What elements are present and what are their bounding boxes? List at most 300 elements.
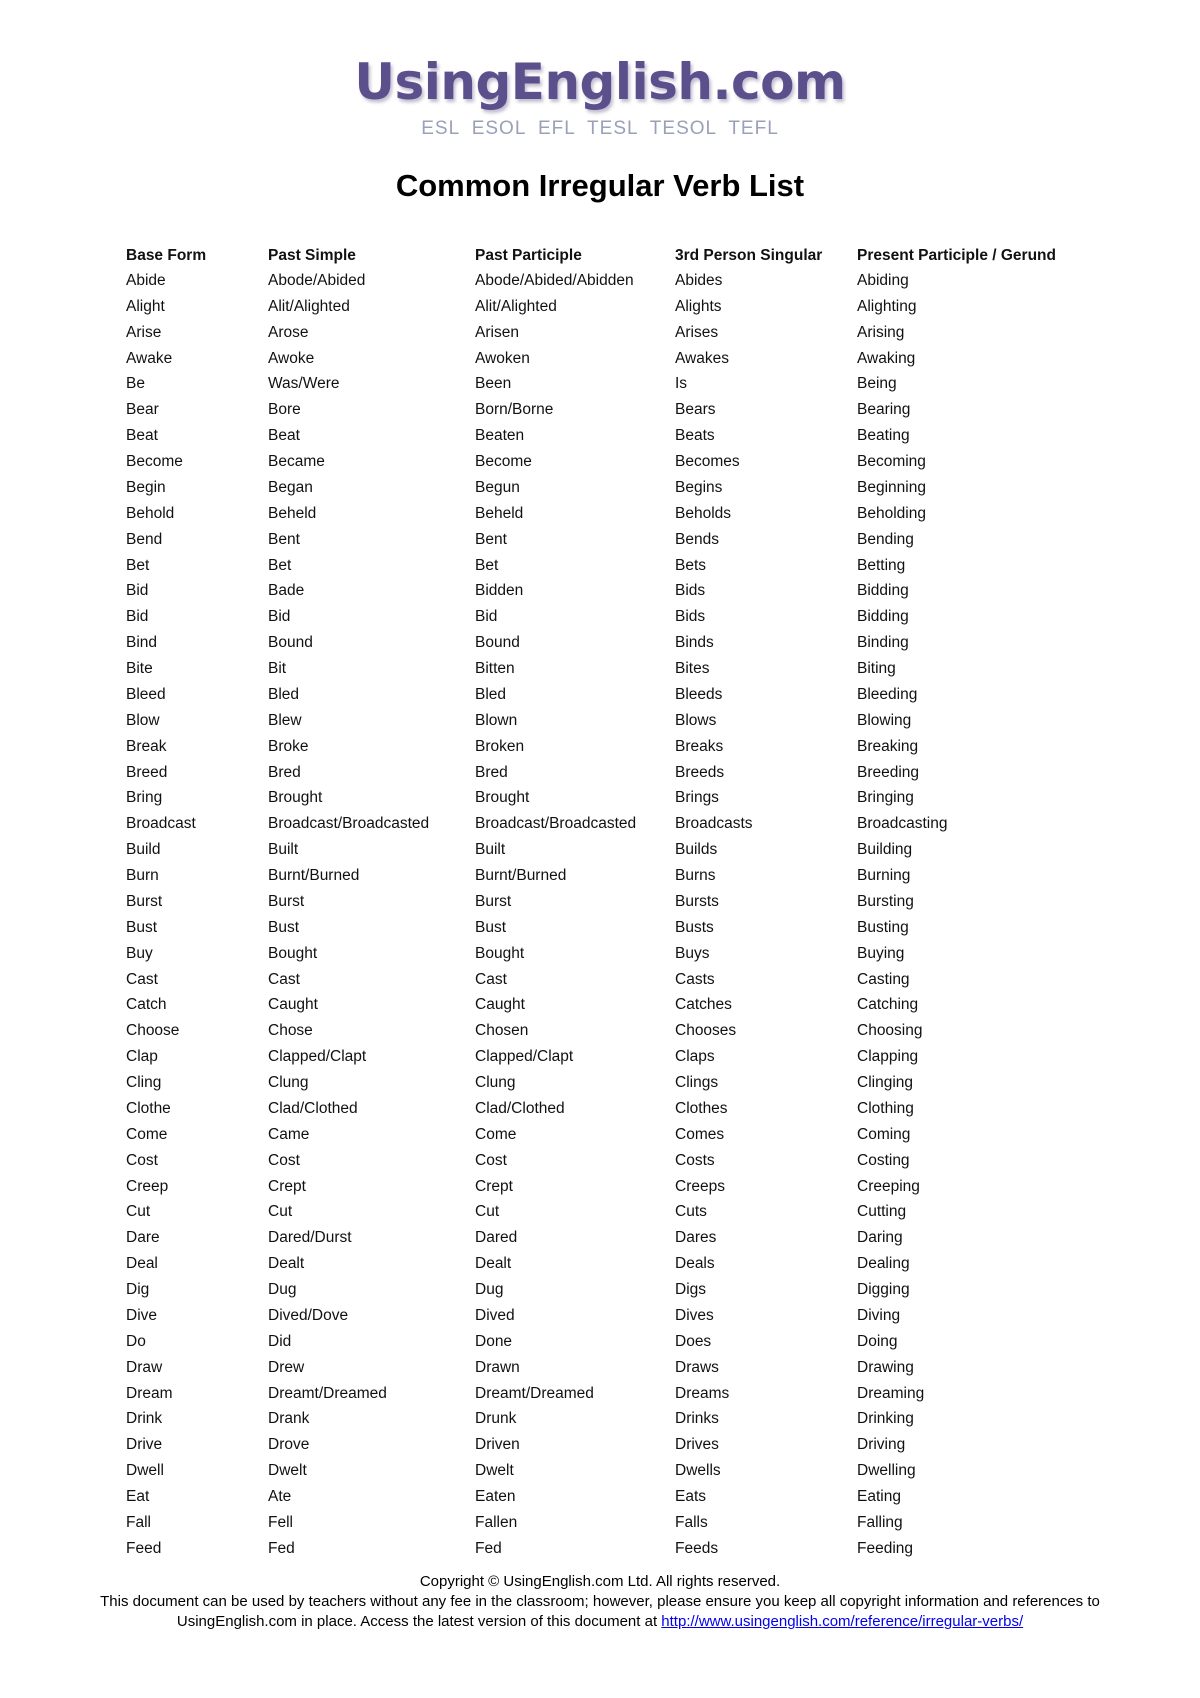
cell-third-person: Drives	[675, 1436, 719, 1454]
table-row	[126, 1381, 1087, 1407]
cell-base-form: Beat	[126, 427, 158, 445]
cell-third-person: Builds	[675, 841, 718, 859]
table-row	[126, 1355, 1087, 1381]
cell-present-participle: Beholding	[857, 504, 926, 522]
cell-past-participle: Begun	[475, 478, 520, 496]
cell-third-person: Clothes	[675, 1099, 728, 1117]
table-row	[126, 397, 1087, 423]
cell-third-person: Bursts	[675, 892, 719, 910]
cell-past-simple: Cut	[268, 1203, 293, 1221]
cell-base-form: Breed	[126, 763, 168, 781]
cell-present-participle: Eating	[857, 1488, 901, 1506]
cell-past-participle: Clad/Clothed	[475, 1099, 565, 1117]
cell-past-participle: Clapped/Clapt	[475, 1048, 574, 1066]
cell-past-simple: Dived/Dove	[268, 1306, 349, 1324]
cell-past-simple: Built	[268, 841, 299, 859]
access-notice-text: UsingEnglish.com in place. Access the latest version of this document at	[176, 1613, 662, 1630]
cell-past-simple: Bound	[268, 634, 313, 652]
cell-third-person: Beholds	[675, 504, 732, 522]
cell-base-form: Dream	[126, 1384, 173, 1402]
cell-past-simple: Dwelt	[268, 1462, 307, 1480]
cell-third-person: Catches	[675, 996, 732, 1014]
table-row	[126, 346, 1087, 372]
cell-third-person: Costs	[675, 1151, 715, 1169]
table-row	[126, 811, 1087, 837]
cell-present-participle: Doing	[857, 1332, 898, 1350]
cell-past-participle: Cut	[475, 1203, 500, 1221]
cell-third-person: Falls	[675, 1513, 708, 1531]
cell-third-person: Blows	[675, 711, 717, 729]
cell-third-person: Binds	[675, 634, 714, 652]
cell-present-participle: Breeding	[857, 763, 920, 781]
cell-present-participle: Bidding	[857, 582, 909, 600]
cell-past-simple: Chose	[268, 1022, 313, 1040]
table-row	[126, 268, 1087, 294]
cell-past-simple: Caught	[268, 996, 318, 1014]
cell-past-simple: Awoke	[268, 349, 315, 367]
table-row	[126, 604, 1087, 630]
cell-past-participle: Bidden	[475, 582, 524, 600]
cell-base-form: Bid	[126, 608, 149, 626]
cell-present-participle: Betting	[857, 556, 906, 574]
cell-present-participle: Biting	[857, 660, 896, 678]
table-row	[126, 501, 1087, 527]
cell-base-form: Cast	[126, 970, 158, 988]
cell-past-participle: Been	[475, 375, 512, 393]
table-row	[126, 941, 1087, 967]
table-row	[126, 1329, 1087, 1355]
cell-past-simple: Began	[268, 478, 313, 496]
cell-base-form: Bend	[126, 530, 163, 548]
cell-base-form: Catch	[126, 996, 167, 1014]
cell-past-participle: Built	[475, 841, 506, 859]
cell-third-person: Abides	[675, 271, 723, 289]
cell-present-participle: Breaking	[857, 737, 919, 755]
cell-past-participle: Dived	[475, 1306, 515, 1324]
cell-past-simple: Drove	[268, 1436, 310, 1454]
usage-notice: This document can be used by teachers without any fee in the classroom; however, please ensure you keep all copyright information and references to	[100, 1593, 1100, 1610]
cell-past-simple: Broke	[268, 737, 309, 755]
cell-third-person: Dares	[675, 1229, 717, 1247]
cell-third-person: Clings	[675, 1074, 719, 1092]
cell-present-participle: Feeding	[857, 1539, 914, 1557]
cell-past-simple: Drew	[268, 1358, 305, 1376]
copyright-notice: Copyright © UsingEnglish.com Ltd. All rights reserved.	[419, 1573, 781, 1590]
table-row	[126, 915, 1087, 941]
cell-third-person: Becomes	[675, 453, 740, 471]
cell-base-form: Alight	[126, 297, 165, 315]
table-row	[126, 1484, 1087, 1510]
table-header-row	[126, 243, 1087, 268]
cell-past-participle: Eaten	[475, 1488, 516, 1506]
cell-past-simple: Fed	[268, 1539, 295, 1557]
cell-present-participle: Arising	[857, 323, 905, 341]
cell-base-form: Bet	[126, 556, 150, 574]
cell-base-form: Feed	[126, 1539, 162, 1557]
cell-third-person: Dreams	[675, 1384, 730, 1402]
cell-past-simple: Bit	[268, 660, 287, 678]
table-row	[126, 1432, 1087, 1458]
table-row	[126, 863, 1087, 889]
page-title: Common Irregular Verb List	[395, 168, 805, 203]
cell-present-participle: Becoming	[857, 453, 926, 471]
cell-present-participle: Alighting	[857, 297, 917, 315]
cell-present-participle: Clothing	[857, 1099, 914, 1117]
cell-third-person: Dives	[675, 1306, 714, 1324]
cell-present-participle: Falling	[857, 1513, 903, 1531]
cell-base-form: Cost	[126, 1151, 158, 1169]
table-row	[126, 1510, 1087, 1536]
cell-present-participle: Beginning	[857, 478, 926, 496]
cell-past-participle: Abode/Abided/Abidden	[475, 271, 634, 289]
cell-past-participle: Bled	[475, 685, 507, 703]
cell-base-form: Break	[126, 737, 167, 755]
cell-past-simple: Bade	[268, 582, 305, 600]
cell-base-form: Bleed	[126, 685, 166, 703]
cell-present-participle: Bringing	[857, 789, 914, 807]
cell-base-form: Fall	[126, 1513, 151, 1531]
cell-past-participle: Bitten	[475, 660, 515, 678]
table-row	[126, 1122, 1087, 1148]
cell-third-person: Brings	[675, 789, 719, 807]
cell-base-form: Awake	[126, 349, 173, 367]
cell-base-form: Drive	[126, 1436, 163, 1454]
table-row	[126, 760, 1087, 786]
column-header-base-form: Base Form	[126, 246, 207, 264]
cell-present-participle: Dreaming	[857, 1384, 925, 1402]
table-body	[126, 268, 1087, 1562]
cell-base-form: Become	[126, 453, 183, 471]
cell-base-form: Bring	[126, 789, 163, 807]
cell-past-participle: Chosen	[475, 1022, 529, 1040]
cell-past-simple: Was/Were	[268, 375, 340, 393]
table-row	[126, 1277, 1087, 1303]
cell-past-participle: Driven	[475, 1436, 520, 1454]
cell-past-participle: Dreamt/Dreamed	[475, 1384, 594, 1402]
cell-present-participle: Blowing	[857, 711, 912, 729]
cell-past-participle: Beaten	[475, 427, 525, 445]
cell-third-person: Alights	[675, 297, 722, 315]
cell-past-simple: Dealt	[268, 1255, 305, 1273]
cell-past-participle: Bet	[475, 556, 499, 574]
table-row	[126, 1407, 1087, 1433]
cell-past-simple: Drank	[268, 1410, 310, 1428]
cell-past-simple: Dared/Durst	[268, 1229, 352, 1247]
cell-base-form: Cut	[126, 1203, 151, 1221]
cell-past-simple: Beat	[268, 427, 300, 445]
cell-past-simple: Cast	[268, 970, 300, 988]
cell-base-form: Clap	[126, 1048, 158, 1066]
cell-present-participle: Bending	[857, 530, 914, 548]
cell-base-form: Come	[126, 1125, 168, 1143]
cell-third-person: Burns	[675, 867, 716, 885]
cell-third-person: Cuts	[675, 1203, 707, 1221]
site-logo	[0, 52, 1200, 140]
column-header-past-participle: Past Participle	[475, 246, 582, 264]
table-row	[126, 1200, 1087, 1226]
table-row	[126, 1225, 1087, 1251]
cell-past-simple: Bled	[268, 685, 300, 703]
cell-present-participle: Buying	[857, 944, 905, 962]
cell-past-simple: Bust	[268, 918, 300, 936]
cell-past-simple: Bid	[268, 608, 291, 626]
table-row	[126, 786, 1087, 812]
cell-present-participle: Awaking	[857, 349, 916, 367]
cell-present-participle: Clapping	[857, 1048, 919, 1066]
cell-present-participle: Diving	[857, 1306, 901, 1324]
cell-present-participle: Choosing	[857, 1022, 923, 1040]
cell-base-form: Draw	[126, 1358, 163, 1376]
cell-past-simple: Clung	[268, 1074, 309, 1092]
cell-third-person: Breaks	[675, 737, 724, 755]
cell-past-participle: Beheld	[475, 504, 524, 522]
footer	[0, 1572, 1200, 1632]
cell-past-participle: Bust	[475, 918, 507, 936]
cell-past-participle: Dealt	[475, 1255, 512, 1273]
table-row	[126, 579, 1087, 605]
cell-base-form: Blow	[126, 711, 160, 729]
cell-past-participle: Bid	[475, 608, 498, 626]
cell-past-simple: Burst	[268, 892, 305, 910]
cell-past-participle: Dug	[475, 1281, 504, 1299]
cell-past-participle: Cast	[475, 970, 507, 988]
cell-past-participle: Drawn	[475, 1358, 520, 1376]
cell-present-participle: Drawing	[857, 1358, 914, 1376]
cell-past-participle: Awoken	[475, 349, 530, 367]
cell-base-form: Bear	[126, 401, 159, 419]
cell-third-person: Breeds	[675, 763, 725, 781]
cell-base-form: Broadcast	[126, 815, 196, 833]
cell-past-simple: Bred	[268, 763, 301, 781]
cell-third-person: Awakes	[675, 349, 729, 367]
table-row	[126, 320, 1087, 346]
cell-third-person: Casts	[675, 970, 715, 988]
cell-present-participle: Cutting	[857, 1203, 907, 1221]
cell-present-participle: Binding	[857, 634, 909, 652]
cell-past-simple: Dreamt/Dreamed	[268, 1384, 387, 1402]
cell-past-simple: Arose	[268, 323, 309, 341]
cell-present-participle: Being	[857, 375, 897, 393]
cell-third-person: Bets	[675, 556, 707, 574]
table-row	[126, 682, 1087, 708]
cell-base-form: Behold	[126, 504, 175, 522]
cell-past-participle: Broadcast/Broadcasted	[475, 815, 637, 833]
cell-base-form: Burn	[126, 867, 159, 885]
cell-base-form: Bind	[126, 634, 158, 652]
table-row	[126, 294, 1087, 320]
cell-present-participle: Digging	[857, 1281, 910, 1299]
cell-past-simple: Crept	[268, 1177, 306, 1195]
cell-past-simple: Bought	[268, 944, 318, 962]
table-row	[126, 553, 1087, 579]
cell-past-simple: Became	[268, 453, 325, 471]
cell-base-form: Dig	[126, 1281, 150, 1299]
cell-past-simple: Dug	[268, 1281, 297, 1299]
cell-base-form: Build	[126, 841, 161, 859]
cell-present-participle: Dwelling	[857, 1462, 916, 1480]
cell-third-person: Draws	[675, 1358, 719, 1376]
logo-text: UsingEnglish.com	[354, 53, 846, 111]
cell-past-simple: Ate	[268, 1488, 292, 1506]
cell-past-participle: Crept	[475, 1177, 513, 1195]
cell-past-participle: Dared	[475, 1229, 518, 1247]
cell-third-person: Feeds	[675, 1539, 719, 1557]
table-row	[126, 449, 1087, 475]
table-row	[126, 1174, 1087, 1200]
cell-past-simple: Bent	[268, 530, 300, 548]
cell-past-participle: Born/Borne	[475, 401, 554, 419]
cell-third-person: Dwells	[675, 1462, 721, 1480]
verb-table	[126, 243, 1087, 1562]
cell-past-participle: Cost	[475, 1151, 507, 1169]
cell-third-person: Begins	[675, 478, 723, 496]
cell-present-participle: Building	[857, 841, 913, 859]
cell-third-person: Digs	[675, 1281, 707, 1299]
table-row	[126, 1148, 1087, 1174]
cell-base-form: Abide	[126, 271, 166, 289]
cell-present-participle: Broadcasting	[857, 815, 948, 833]
cell-past-simple: Burnt/Burned	[268, 867, 360, 885]
cell-present-participle: Bursting	[857, 892, 914, 910]
cell-third-person: Creeps	[675, 1177, 725, 1195]
cell-present-participle: Drinking	[857, 1410, 914, 1428]
cell-base-form: Dwell	[126, 1462, 164, 1480]
cell-past-participle: Burnt/Burned	[475, 867, 567, 885]
cell-third-person: Busts	[675, 918, 714, 936]
table-row	[126, 967, 1087, 993]
cell-base-form: Dive	[126, 1306, 158, 1324]
cell-third-person: Does	[675, 1332, 712, 1350]
logo-tagline: ESL ESOL EFL TESL TESOL TEFL	[421, 118, 779, 139]
cell-past-simple: Beheld	[268, 504, 317, 522]
cell-past-simple: Clad/Clothed	[268, 1099, 358, 1117]
cell-past-participle: Arisen	[475, 323, 519, 341]
cell-third-person: Comes	[675, 1125, 725, 1143]
cell-third-person: Is	[675, 375, 688, 393]
table-row	[126, 1458, 1087, 1484]
cell-past-simple: Bore	[268, 401, 301, 419]
cell-third-person: Eats	[675, 1488, 707, 1506]
cell-base-form: Be	[126, 375, 145, 393]
cell-past-simple: Cost	[268, 1151, 300, 1169]
cell-third-person: Bends	[675, 530, 719, 548]
cell-base-form: Bid	[126, 582, 149, 600]
cell-past-participle: Clung	[475, 1074, 516, 1092]
table-row	[126, 1536, 1087, 1562]
cell-base-form: Burst	[126, 892, 163, 910]
cell-past-participle: Done	[475, 1332, 513, 1350]
cell-third-person: Beats	[675, 427, 715, 445]
cell-past-participle: Caught	[475, 996, 525, 1014]
cell-past-participle: Bound	[475, 634, 520, 652]
cell-present-participle: Bearing	[857, 401, 911, 419]
cell-third-person: Broadcasts	[675, 815, 753, 833]
cell-past-simple: Came	[268, 1125, 310, 1143]
cell-past-participle: Come	[475, 1125, 517, 1143]
table-row	[126, 423, 1087, 449]
cell-past-participle: Brought	[475, 789, 530, 807]
cell-past-participle: Blown	[475, 711, 518, 729]
cell-third-person: Bears	[675, 401, 716, 419]
table-row	[126, 993, 1087, 1019]
cell-present-participle: Busting	[857, 918, 909, 936]
cell-base-form: Buy	[126, 944, 153, 962]
cell-present-participle: Bidding	[857, 608, 909, 626]
table-row	[126, 1096, 1087, 1122]
cell-base-form: Creep	[126, 1177, 169, 1195]
table-row	[126, 837, 1087, 863]
table-row	[126, 708, 1087, 734]
cell-past-simple: Bet	[268, 556, 292, 574]
cell-past-participle: Become	[475, 453, 532, 471]
cell-base-form: Bust	[126, 918, 158, 936]
cell-base-form: Drink	[126, 1410, 163, 1428]
cell-present-participle: Driving	[857, 1436, 906, 1454]
cell-past-simple: Blew	[268, 711, 302, 729]
cell-present-participle: Beating	[857, 427, 910, 445]
cell-base-form: Choose	[126, 1022, 180, 1040]
cell-present-participle: Burning	[857, 867, 911, 885]
cell-past-simple: Broadcast/Broadcasted	[268, 815, 430, 833]
cell-past-participle: Burst	[475, 892, 512, 910]
cell-past-participle: Fallen	[475, 1513, 518, 1531]
table-row	[126, 734, 1087, 760]
table-row	[126, 1070, 1087, 1096]
cell-past-participle: Broken	[475, 737, 525, 755]
table-row	[126, 889, 1087, 915]
cell-present-participle: Bleeding	[857, 685, 918, 703]
table-row	[126, 1303, 1087, 1329]
cell-base-form: Arise	[126, 323, 162, 341]
cell-past-simple: Fell	[268, 1513, 293, 1531]
access-notice	[0, 1612, 1200, 1632]
cell-third-person: Arises	[675, 323, 719, 341]
cell-present-participle: Catching	[857, 996, 919, 1014]
cell-past-participle: Dwelt	[475, 1462, 514, 1480]
reference-link[interactable]: http://www.usingenglish.com/reference/irregular-verbs/	[661, 1613, 1024, 1630]
table-row	[126, 475, 1087, 501]
cell-third-person: Bids	[675, 608, 706, 626]
cell-third-person: Bids	[675, 582, 706, 600]
cell-third-person: Drinks	[675, 1410, 719, 1428]
table-row	[126, 372, 1087, 398]
column-header-third-person: 3rd Person Singular	[675, 246, 823, 264]
cell-present-participle: Abiding	[857, 271, 909, 289]
cell-present-participle: Coming	[857, 1125, 911, 1143]
cell-base-form: Do	[126, 1332, 146, 1350]
cell-base-form: Bite	[126, 660, 153, 678]
cell-third-person: Bites	[675, 660, 710, 678]
cell-past-simple: Clapped/Clapt	[268, 1048, 367, 1066]
cell-base-form: Cling	[126, 1074, 162, 1092]
cell-past-participle: Alit/Alighted	[475, 297, 557, 315]
cell-past-participle: Bought	[475, 944, 525, 962]
cell-past-simple: Alit/Alighted	[268, 297, 350, 315]
cell-third-person: Chooses	[675, 1022, 737, 1040]
cell-base-form: Eat	[126, 1488, 150, 1506]
table-row	[126, 656, 1087, 682]
cell-base-form: Begin	[126, 478, 166, 496]
column-header-past-simple: Past Simple	[268, 246, 356, 264]
table-row	[126, 527, 1087, 553]
cell-past-simple: Brought	[268, 789, 323, 807]
column-header-present-participle: Present Participle / Gerund	[857, 246, 1056, 264]
cell-present-participle: Casting	[857, 970, 910, 988]
cell-base-form: Clothe	[126, 1099, 171, 1117]
cell-present-participle: Creeping	[857, 1177, 920, 1195]
cell-third-person: Deals	[675, 1255, 715, 1273]
cell-past-simple: Abode/Abided	[268, 271, 366, 289]
